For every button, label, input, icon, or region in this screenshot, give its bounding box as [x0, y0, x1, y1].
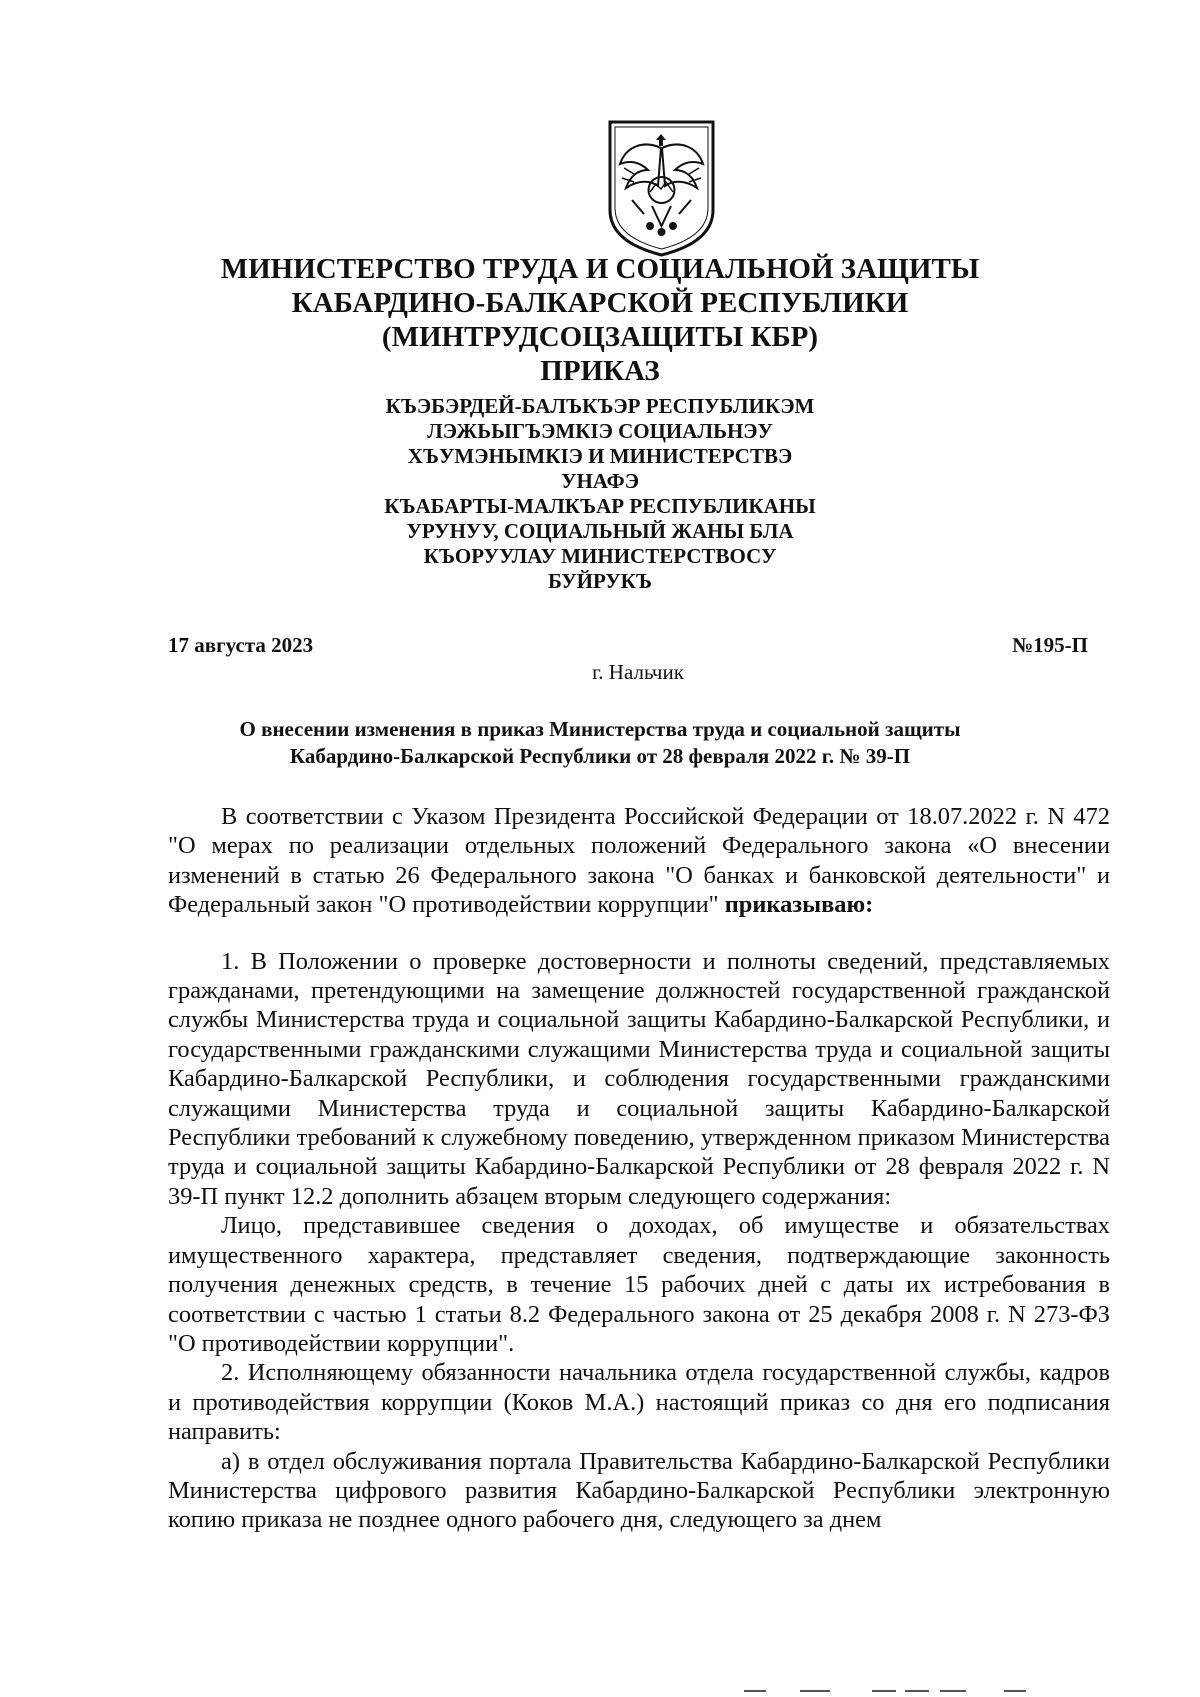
document-type-kabardian: УНАФЭ	[561, 469, 639, 493]
balkar-name-line3: КЪОРУУЛАУ МИНИСТЕРСТВОСУ	[423, 544, 777, 568]
order-title-line2: Кабардино-Балкарской Республики от 28 февраля 2022 г. № 39-П	[289, 744, 911, 768]
ministry-name-line2: КАБАРДИНО-БАЛКАРСКОЙ РЕСПУБЛИКИ	[291, 287, 909, 319]
scan-artifact	[872, 1690, 896, 1692]
scan-artifact	[744, 1690, 766, 1692]
ministry-name-line1: МИНИСТЕРСТВО ТРУДА И СОЦИАЛЬНОЙ ЗАЩИТЫ	[220, 253, 980, 285]
balkar-name-line2: УРУНУУ, СОЦИАЛЬНЫЙ ЖАНЫ БЛА	[406, 519, 794, 543]
order-title	[0, 716, 1200, 770]
item-1-quote-paragraph: Лицо, представившее сведения о доходах, об имуществе и обязательствах имущественного характера, представляет сведения, подтверждающие законность получения денежных средств, в течение 15 рабочих дней с даты их истребования в соответствии с частью 1 статьи 8.2 Федерального закона от 25 декабря 2008 г. N 273-ФЗ "О противодействии коррупции".	[168, 1212, 1110, 1357]
scan-artifact	[905, 1690, 929, 1692]
scan-artifact	[800, 1690, 830, 1692]
order-number: №195-П	[1012, 633, 1088, 657]
order-city: г. Нальчик	[592, 660, 684, 684]
balkar-name-line1: КЪАБАРТЫ-МАЛКЪАР РЕСПУБЛИКАНЫ	[384, 494, 816, 518]
preamble-text: В соответствии с Указом Президента Российской Федерации от 18.07.2022 г. N 472 "О мерах по реализации отдельных положений Федерального закона «О внесении изменений в статью 26 Федерального закона "О банках и банковской деятельности" и Федеральный закон "О противодействии коррупции"	[168, 803, 1110, 919]
order-title-line1: О внесении изменения в приказ Министерства труда и социальной защиты	[239, 717, 961, 741]
coat-of-arms-emblem	[604, 118, 719, 258]
kabardian-name-line1: КЪЭБЭРДЕЙ-БАЛЪКЪЭР РЕСПУБЛИКЭМ	[385, 394, 815, 418]
item-2-paragraph: 2. Исполняющему обязанности начальника отдела государственной службы, кадров и противодействия коррупции (Коков М.А.) настоящий приказ со дня его подписания направить:	[168, 1359, 1110, 1446]
ministry-short-name: (МИНТРУДСОЦЗАЩИТЫ КБР)	[381, 321, 819, 353]
scan-artifact	[1004, 1690, 1026, 1692]
order-date: 17 августа 2023	[168, 633, 314, 657]
preamble-directive: приказываю:	[724, 891, 874, 919]
item-1-paragraph: 1. В Положении о проверке достоверности и полноты сведений, представляемых гражданами, претендующими на замещение должностей государственной гражданской службы Министерства труда и социальной защиты Кабардино-Балкарской Республики, и государственными гражданскими служащими Министерства труда и социальной защиты Кабардино-Балкарской Республики, и соблюдения государственными гражданскими служащими Министерства труда и социальной защиты Кабардино-Балкарской Республики требований к служебному поведению, утвержденном приказом Министерства труда и социальной защиты Кабардино-Балкарской Республики от 28 февраля 2022 г. N 39-П пункт 12.2 дополнить абзацем вторым следующего содержания:	[168, 947, 1110, 1210]
preamble-paragraph	[168, 802, 1110, 920]
kabardian-name-line2: ЛЭЖЬЫГЪЭМКIЭ СОЦИАЛЬНЭУ	[427, 419, 773, 443]
order-body	[168, 802, 1110, 1535]
kabardian-name-line3: ХЪУМЭНЫМКIЭ И МИНИСТЕРСТВЭ	[407, 444, 793, 468]
document-type-balkar: БУЙРУКЪ	[548, 569, 652, 593]
item-2a-paragraph: а) в отдел обслуживания портала Правительства Кабардино-Балкарской Республики Министерства цифрового развития Кабардино-Балкарской Республики электронную копию приказа не позднее одного рабочего дня, следующего за днем	[168, 1447, 1110, 1534]
document-type-russian: ПРИКАЗ	[540, 355, 660, 387]
scan-artifact	[940, 1690, 966, 1692]
